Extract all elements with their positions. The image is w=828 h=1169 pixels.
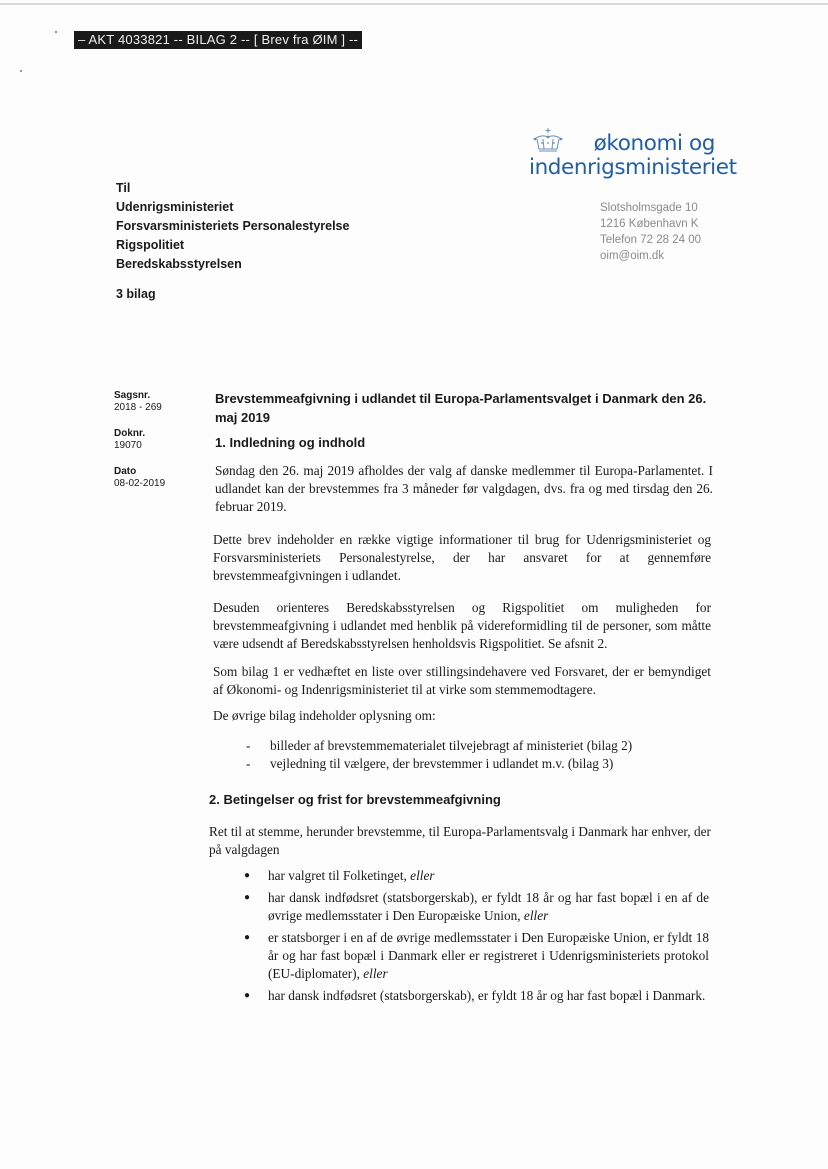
attachment-count: 3 bilag [116,287,156,301]
case-number-label: Sagsnr. [114,390,151,401]
address-phone: Telefon 72 28 24 00 [600,234,702,246]
list-item: - vejledning til vælgere, der brevstemmer i udlandet m.v. (bilag 3) [246,756,614,771]
section-2-heading: 2. Betingelser og frist for brevstemmeafgivning [209,792,501,807]
sender-address [600,200,701,264]
address-email: oim@oim.dk [600,250,665,262]
document-number-value: 19070 [114,440,142,451]
letter-subject: Brevstemmeafgivning i udlandet til Europa-Parlamentsvalget i Danmark den 26. maj 2019 [215,391,707,425]
date-label: Dato [114,466,137,477]
case-number [114,390,162,414]
paragraph: Dette brev indeholder en række vigtige informationer til brug for Udenrigsministeriet og Forsvarsministeriets Personalestyrelse, der har ansvaret for at gennemføre brevstemmeafgivningen i udlandet. [213,532,711,583]
address-city: 1216 København K [600,218,699,230]
recipient-line: Udenrigsministeriet [116,200,234,214]
recipient-til: Til [116,181,131,195]
paragraph: Som bilag 1 er vedhæftet en liste over stillingsindehavere ved Forsvaret, der er bemyndiget af Økonomi- og Indenrigsministeriet til at virke som stemmemodtagere. [213,664,711,697]
scan-top-edge [0,3,828,5]
recipient-line: Rigspolitiet [116,238,185,252]
document-number [114,428,145,452]
ministry-logo [529,131,737,180]
recipient-line: Forsvarsministeriets Personalestyrelse [116,219,350,233]
bullet-icon: ● [244,892,251,903]
case-number-value: 2018 - 269 [114,402,162,413]
list-item: ● har dansk indfødsret (statsborgerskab), er fyldt 18 år og har fast bopæl i en af de øvrige medlemsstater i Den Europæiske Union, eller [244,890,709,923]
paragraph: Desuden orienteres Beredskabsstyrelsen og Rigspolitiet om muligheden for brevstemmeafgivning i udlandet med henblik på videreformidling til de personer, som måtte være udsendt af Beredskabsstyrelsen henholdsvis Rigspolitiet. Se afsnit 2. [213,600,711,651]
bullet-icon: ● [244,990,251,1001]
recipient-block [116,179,349,274]
scan-speck [55,31,57,33]
document-stamp: – AKT 4033821 -- BILAG 2 -- [ Brev fra ØIM ] -- [74,31,362,49]
section-1-heading: 1. Indledning og indhold [215,435,366,450]
list-item: ● har dansk indfødsret (statsborgerskab), er fyldt 18 år og har fast bopæl i Danmark. [244,988,706,1003]
paragraph: Søndag den 26. maj 2019 afholdes der valg af danske medlemmer til Europa-Parlamentet. I udlandet kan der brevstemmes fra 3 måneder før valgdagen, dvs. fra og med tirsdag den 26. februar 2019. [215,463,713,514]
logo-line-1: økonomi og [593,131,715,156]
letter-date [114,466,165,490]
date-value: 08-02-2019 [114,478,166,489]
paragraph: De øvrige bilag indeholder oplysning om: [213,708,436,723]
address-street: Slotsholmsgade 10 [600,202,698,214]
list-item: - billeder af brevstemmematerialet tilvejebragt af ministeriet (bilag 2) [246,738,633,753]
document-number-label: Doknr. [114,428,146,439]
recipient-line: Beredskabsstyrelsen [116,257,242,271]
eligibility-list [244,867,709,1009]
attachment-list [246,737,632,773]
scan-speck [20,70,22,72]
logo-line-2: indenrigsministeriet [529,155,737,180]
bullet-icon: ● [244,870,251,881]
list-item: ● har valgret til Folketinget, eller [244,868,435,883]
list-item: ● er statsborger i en af de øvrige medlemsstater i Den Europæiske Union, er fyldt 18 år og har fast bopæl i Danmark eller er registreret i Udenrigsministeriets protokol (EU-diplomater), eller [244,930,709,981]
paragraph: Ret til at stemme, herunder brevstemme, til Europa-Parlamentsvalg i Danmark har enhver, der på valgdagen [209,824,711,857]
bullet-icon: ● [244,932,251,943]
